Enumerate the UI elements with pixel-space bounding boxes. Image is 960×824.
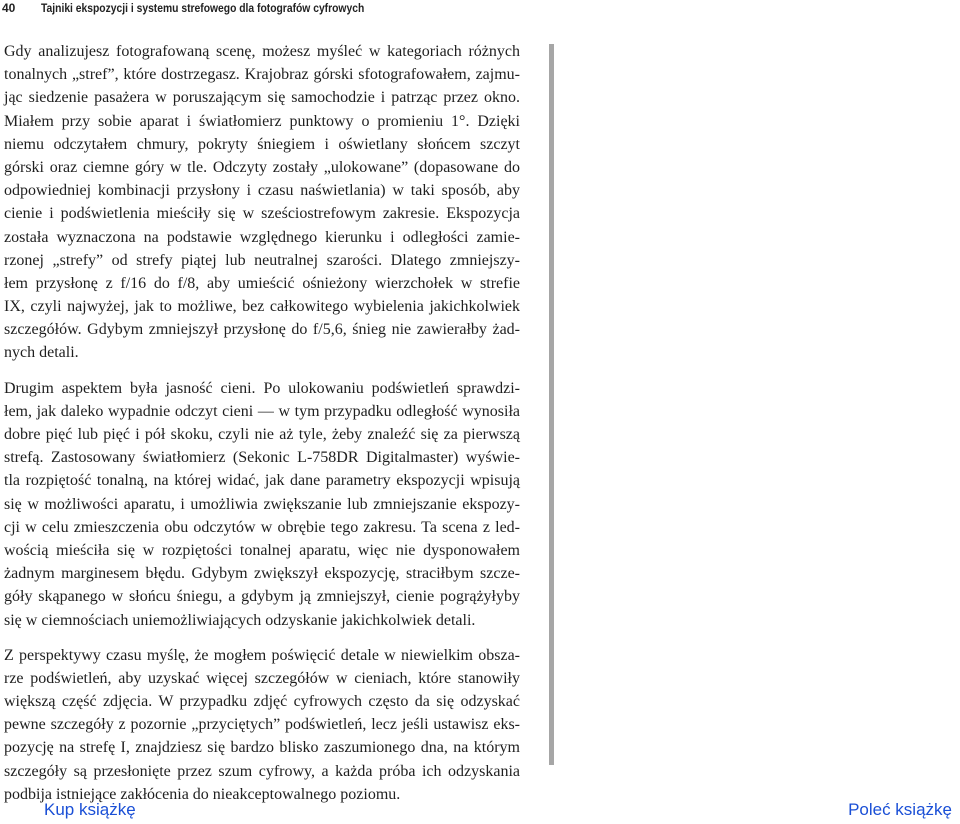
text-line: szczegóły są przesłonięte przez szum cyfrowy, a każda próba ich odzyskania [4,762,520,780]
text-line: góły skąpanego w słońcu śniegu, a gdybym ją zmniejszył, cienie pogrążyłyby [4,588,520,606]
text-line: tla rozpiętość tonalną, na której widać, jak dane parametry ekspozycji wpisują [4,472,520,490]
text-line: górski oraz ciemne góry w tle. Odczyty zostały „ulokowane” (dopasowane do [4,158,520,176]
text-line: strefą. Zastosowany światłomierz (Sekonic L-758DR Digitalmaster) wyświe- [4,449,520,467]
text-line: pewne szczegóły z pozornie „przyciętych” podświetleń, lecz jeśli ustawisz eks- [4,716,520,734]
text-line: szczegółów. Gdybym zmniejszył przysłonę do f/5,6, śnieg nie zawierałby żad- [4,321,520,339]
text-line: rzonej „strefy” od strefy piątej lub neutralnej szarości. Dlatego zmniejszy- [4,251,520,269]
paragraph [4,377,520,632]
text-line: łem, jak daleko wypadnie odczyt cieni — w tym przypadku odległość wynosiła [4,402,520,420]
text-line: Gdy analizujesz fotografowaną scenę, możesz myśleć w kategoriach różnych [4,43,520,60]
body-text [4,40,520,806]
text-line: żadnym marginesem błędu. Gdybym zwiększył ekspozycję, straciłbym szcze- [4,565,520,583]
text-line: nych detali. [4,344,79,362]
page-header [0,0,960,18]
text-line: tonalnych „stref”, które dostrzegasz. Krajobraz górski sfotografowałem, zajmu- [4,66,520,84]
text-line: się w ciemnościach uniemożliwiających odzyskanie jakichkolwiek detali. [4,611,476,629]
text-line: się w możliwości aparatu, i umożliwia zwiększanie lub zmniejszanie ekspozy- [4,495,520,513]
paragraph [4,644,520,806]
text-line: rze podświetleń, aby uzyskać więcej szczegółów w cieniach, które stanowiły [4,669,520,687]
text-line: dobre pięć lub pięć i pół skoku, czyli nie aż tyle, żeby znaleźć się za pierwszą [4,426,520,443]
text-line: wością mieściła się w rozpiętości tonalnej aparatu, więc nie dysponowałem [4,541,520,559]
page-number: 40 [2,1,16,15]
text-line: Miałem przy sobie aparat i światłomierz punktowy o promieniu 1°. Dzięki [4,112,520,130]
paragraph [4,40,520,365]
text-line: została wyznaczona na podstawie względnego kierunku i odległości zamie- [4,228,520,246]
text-line: cji w celu zmieszczenia obu odczytów w obrębie tego zakresu. Ta scena z led- [4,518,520,536]
text-line: podbija istniejące zakłócenia do nieakceptowalnego poziomu. [4,785,401,803]
margin-rule [549,44,554,765]
recommend-book-link[interactable]: Poleć książkę [848,800,952,819]
text-line: jąc siedzenie pasażera w poruszającym się samochodzie i patrząc przez okno. [4,89,520,107]
buy-book-link[interactable]: Kup książkę [44,800,136,819]
text-line: pozycję na strefę I, znajdziesz się bardzo blisko zaszumionego dna, na którym [4,739,520,757]
text-line: Z perspektywy czasu myślę, że mogłem poświęcić detale w niewielkim obsza- [4,646,520,664]
text-line: IX, czyli najwyżej, jak to możliwe, bez całkowitego wybielenia jakichkolwiek [4,298,520,316]
text-line: większą część zdjęcia. W przypadku zdjęć cyfrowych często da się odzyskać [4,693,520,711]
text-line: odpowiedniej kombinacji przysłony i czasu naświetlania) w taki sposób, aby [4,182,520,200]
running-title: Tajniki ekspozycji i systemu strefowego dla fotografów cyfrowych [41,1,365,15]
text-line: niemu odczytałem chmury, pokryty śniegiem i oświetlany słońcem szczyt [4,135,520,153]
text-line: cienie i podświetlenia mieściły się w sześciostrefowym zakresie. Ekspozycja [4,205,520,223]
text-line: Drugim aspektem była jasność cieni. Po ulokowaniu podświetleń sprawdzi- [4,379,520,397]
text-line: łem przysłonę z f/16 do f/8, aby umieścić ośnieżony wierzchołek w strefie [4,274,520,292]
